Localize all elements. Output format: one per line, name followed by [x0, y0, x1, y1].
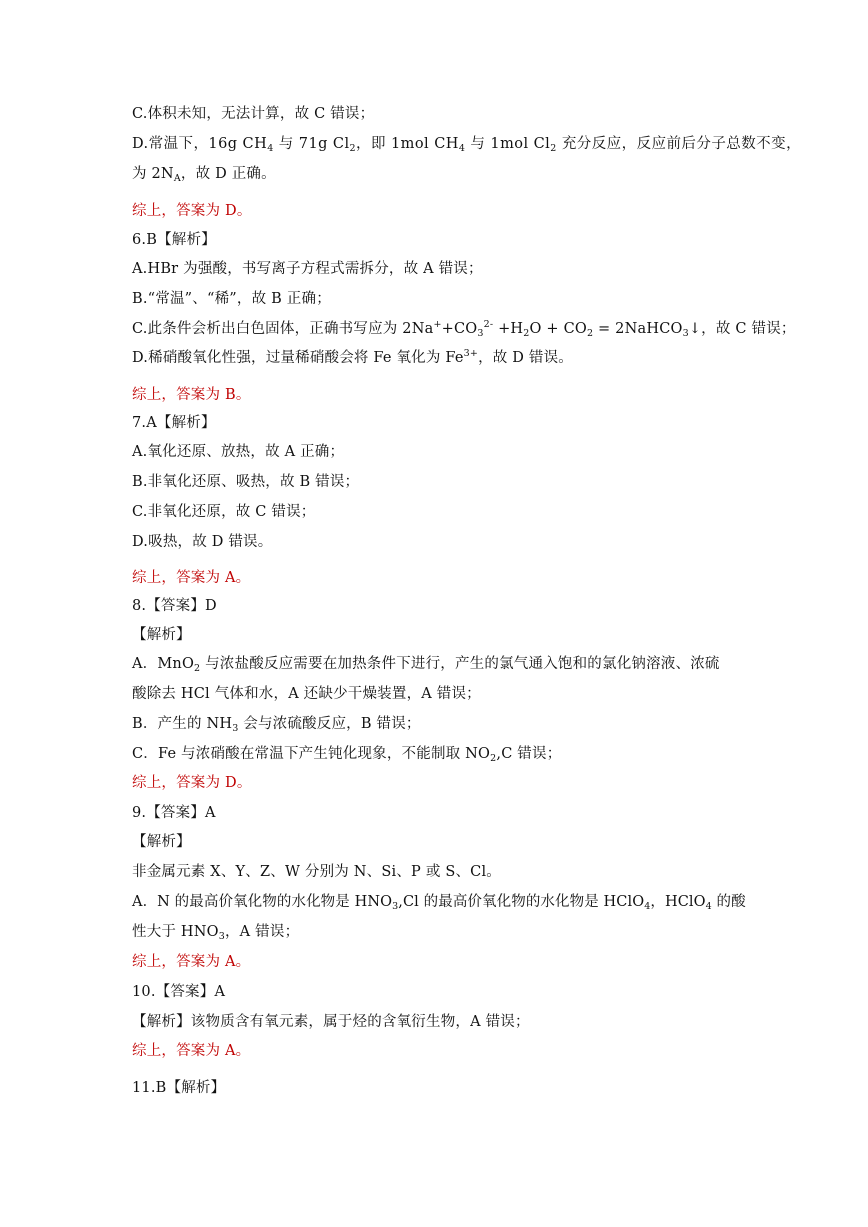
text: ，HClO — [650, 894, 706, 910]
q6-option-a: A.HBr 为强酸，书写离子方程式需拆分，故 A 错误； — [132, 261, 483, 277]
q7-option-d: D.吸热，故 D 错误。 — [132, 534, 273, 550]
subscript: 2 — [586, 328, 594, 339]
text: ↓，故 C 错误； — [688, 321, 796, 337]
q8-option-c — [132, 744, 561, 764]
q7-option-b: B.非氧化还原、吸热，故 B 错误； — [132, 474, 360, 490]
subscript: 3 — [232, 723, 239, 734]
q5-conclusion: 综上，答案为 D。 — [132, 203, 252, 219]
text: ，故 D 错误。 — [478, 350, 574, 366]
superscript: 3+ — [463, 348, 479, 359]
subscript: 2 — [523, 328, 530, 339]
q9-option-a-line1 — [132, 892, 746, 912]
q7-header: 7.A【解析】 — [132, 415, 216, 431]
subscript: 2 — [194, 663, 201, 674]
q8-option-b — [132, 714, 421, 734]
text: 会与浓硫酸反应，B 错误； — [238, 716, 421, 732]
q7-option-a: A.氧化还原、放热，故 A 正确； — [132, 444, 345, 460]
q6-header: 6.B【解析】 — [132, 232, 216, 248]
superscript: 2- — [483, 319, 494, 330]
q7-conclusion: 综上，答案为 A。 — [132, 570, 251, 586]
q8-option-a-line1 — [132, 654, 720, 674]
text: 与 71g Cl — [273, 136, 350, 152]
text: C.此条件会析出白色固体，正确书写应为 2Na — [132, 321, 434, 337]
q8-header: 8.【答案】D — [132, 598, 217, 614]
text: ,C 错误； — [496, 746, 562, 762]
subscript: 2 — [550, 143, 557, 154]
q9-intro: 非金属元素 X、Y、Z、W 分别为 N、Si、P 或 S、Cl。 — [132, 864, 501, 880]
subscript: 2 — [490, 753, 497, 764]
subscript: 4 — [705, 901, 712, 912]
subscript: 2 — [349, 143, 357, 154]
subscript: 4 — [644, 901, 651, 912]
text: = 2NaHCO — [593, 321, 683, 337]
q9-analysis-label: 【解析】 — [132, 834, 191, 850]
text: ，A 错误； — [224, 924, 300, 940]
q6-option-d — [132, 348, 573, 368]
q9-conclusion: 综上，答案为 A。 — [132, 954, 251, 970]
q6-option-b: B.“常温”、“稀”，故 B 正确； — [132, 291, 331, 307]
q5-option-c — [132, 104, 374, 124]
subscript: 3 — [477, 328, 484, 339]
subscript: 3 — [682, 328, 689, 339]
text: +H — [493, 321, 524, 337]
text: 充分反应，反应前后分子总数不变， — [556, 136, 802, 152]
q10-analysis: 【解析】该物质含有氧元素，属于烃的含氧衍生物，A 错误； — [132, 1014, 530, 1030]
q6-conclusion: 综上，答案为 B。 — [132, 387, 251, 403]
q10-header: 10.【答案】A — [132, 984, 226, 1000]
q8-conclusion: 综上，答案为 D。 — [132, 775, 252, 791]
subscript: 3 — [392, 901, 399, 912]
text: 为 2N — [132, 166, 174, 182]
text: C．Fe 与浓硝酸在常温下产生钝化现象，不能制取 NO — [132, 746, 491, 762]
subscript: 4 — [458, 143, 466, 154]
subscript: 3 — [218, 931, 225, 942]
q11-header: 11.B【解析】 — [132, 1080, 226, 1096]
subscript: A — [173, 173, 181, 184]
text: ，即 1mol CH — [356, 136, 459, 152]
text: C.体积未知，无法计算，故 C 错误； — [132, 106, 375, 122]
text: A．MnO — [132, 656, 195, 672]
q6-option-c — [132, 319, 796, 339]
q9-option-a-line2 — [132, 922, 299, 942]
text: +CO — [441, 321, 478, 337]
q10-conclusion: 综上，答案为 A。 — [132, 1043, 251, 1059]
q8-option-a-line2: 酸除去 HCl 气体和水，A 还缺少干燥装置，A 错误； — [132, 686, 481, 702]
text: 性大于 HNO — [132, 924, 219, 940]
text: O + CO — [529, 321, 587, 337]
text: ,Cl 的最高价氧化物的水化物是 HClO — [398, 894, 645, 910]
superscript: + — [433, 319, 442, 330]
q7-option-c: C.非氧化还原，故 C 错误； — [132, 504, 316, 520]
q8-analysis-label: 【解析】 — [132, 627, 191, 643]
text: 的酸 — [711, 894, 746, 910]
subscript: 4 — [267, 143, 274, 154]
text: 与 1mol Cl — [465, 136, 551, 152]
text: B．产生的 NH — [132, 716, 233, 732]
q5-option-d-line1 — [132, 134, 801, 154]
q9-header: 9.【答案】A — [132, 805, 216, 821]
text: ，故 D 正确。 — [180, 166, 276, 182]
q5-option-d-line2 — [132, 164, 276, 184]
text: 与浓盐酸反应需要在加热条件下进行，产生的氯气通入饱和的氯化钠溶液、浓硫 — [200, 656, 720, 672]
text: D.稀硝酸氧化性强，过量稀硝酸会将 Fe 氧化为 Fe — [132, 350, 464, 366]
text: A．N 的最高价氧化物的水化物是 HNO — [132, 894, 393, 910]
text: D.常温下，16g CH — [132, 136, 268, 152]
